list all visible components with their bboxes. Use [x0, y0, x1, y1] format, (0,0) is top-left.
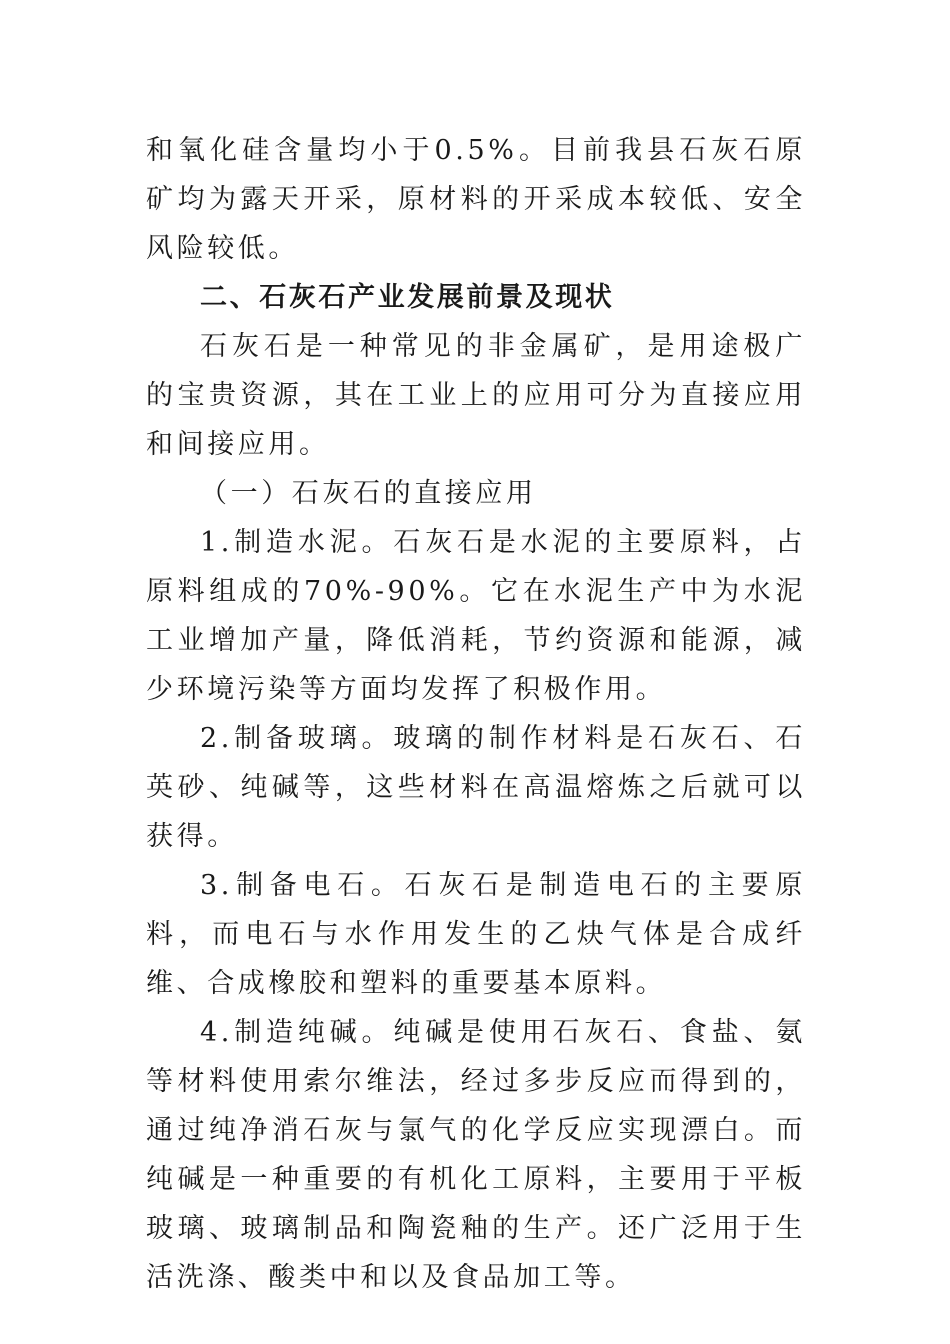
continuation-paragraph: 和氧化硅含量均小于0.5%。目前我县石灰石原矿均为露天开采，原材料的开采成本较低、安全风险较低。 [146, 135, 806, 264]
subsection-heading: （一）石灰石的直接应用 [200, 478, 537, 509]
list-item-glass: 2.制备玻璃。玻璃的制作材料是石灰石、石英砂、纯碱等，这些材料在高温熔炼之后就可以获得。 [146, 723, 806, 852]
document-body [146, 126, 806, 1302]
intro-paragraph: 石灰石是一种常见的非金属矿，是用途极广的宝贵资源，其在工业上的应用可分为直接应用和间接应用。 [146, 331, 806, 460]
list-item-soda-ash: 4.制造纯碱。纯碱是使用石灰石、食盐、氨等材料使用索尔维法，经过多步反应而得到的，通过纯净消石灰与氯气的化学反应实现漂白。而纯碱是一种重要的有机化工原料，主要用于平板玻璃、玻璃制品和陶瓷釉的生产。还广泛用于生活洗涤、酸类中和以及食品加工等。 [146, 1017, 806, 1293]
list-item-cement: 1.制造水泥。石灰石是水泥的主要原料，占原料组成的70%-90%。它在水泥生产中为水泥工业增加产量，降低消耗，节约资源和能源，减少环境污染等方面均发挥了积极作用。 [146, 527, 806, 705]
section-heading: 二、石灰石产业发展前景及现状 [200, 282, 615, 313]
list-item-carbide: 3.制备电石。石灰石是制造电石的主要原料，而电石与水作用发生的乙炔气体是合成纤维、合成橡胶和塑料的重要基本原料。 [146, 870, 806, 999]
